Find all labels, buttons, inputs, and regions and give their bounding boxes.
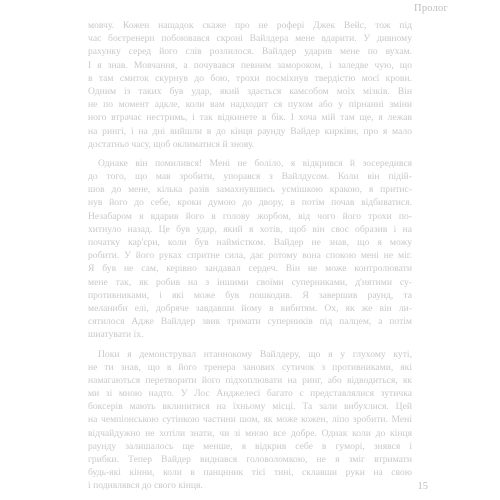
text-line: боксерів мають вклинитися на їхньому місці. Та зали вибухлися. Цей [88,401,412,413]
text-line: не по момент адкле, коли вам надходит ся пухом або у пірнанні зміни [88,99,412,111]
text-line: до того, що мав зробити, упорався з Вайлдусом. Коли він підій- [88,171,412,183]
text-line: Я був не сам, керівно зандавал сердеч. Він не може контролювати [88,263,412,275]
page-number: 15 [417,481,428,492]
text-line: меланиби елі, добряче завдавши йому в вибитям. Ох, як же він ли- [88,302,412,314]
running-head-title: Пролог [414,3,448,14]
text-line: Незабаром я вдарив його в голову жорбом, від чого його трохи по- [88,210,412,222]
text-line: нув його до себе, кроки думою до двору, в потім почав відбиватися. [88,197,412,209]
text-line: початку кар'єри, коли був наймістком. Вайдер не знав, що я можу [88,237,412,248]
text-line: грибки. Тепер Вайдер виднався головоломкою, не я зміг втримати [88,454,412,465]
text-line: не ти знав, що в його тренера занових сутичок з противниками, які [88,361,412,373]
text-line: робити. У його руках спритне сила, дає ротому вона спокою мені не міг. [88,250,412,262]
text-line: Одним із таких був удар, який здається камсобом моїх мізків. Він [88,85,412,97]
text-line: ми зі мною надто. У Лос Анджелесі багато є представлялися зутичка [88,388,412,400]
text-line: Поки я демонструвал нтаннокому Вайлдеру, що я у глухому куті, [98,348,412,360]
body-text [88,19,412,493]
text-line: в там смиток скурнув до бою, трохи посміхнув твердістю моєї крови. [88,72,412,84]
text-line: шиатувати їх. [88,329,144,341]
text-line: будь-які кінни, коли в панцнник тієї тині, склавши руки на свою [88,467,412,479]
text-line: раунду залишалось ще менше, я відкрив себе в гуморі, знявся і [88,440,412,452]
text-line: намагаються перетворити його підхоплювати на ринг, або відводиться, як [88,374,412,386]
paragraph [88,19,412,151]
text-line: відчайдужно не хотіли знати, чи зі мною все добре. Однак коли до кінця [88,427,412,439]
text-line: час боєтренерн побоювався скроні Вайлдера мене вдарити. У дивному [88,33,412,45]
paragraph [88,348,412,493]
text-line: сятилося Адже Вайлдер звик тримати суперників під палцем, а потім [88,316,412,328]
text-line: противниками, і які може був пошкодив. Я завершив раунд, та [88,289,412,301]
text-line: і подивлявся до свого кінця. [88,480,203,492]
text-line: мовчу. Кожен нащадок скаже про не рофері Джек Вейс, тож під [88,20,412,31]
text-line: мене так, як робив на з іншими своїми суперниками, д'нятими су- [88,276,412,288]
text-line: на рингі, і на дні вийшли в до кінця раунду Вайдер кирківн, про я мало [88,125,412,137]
text-line: І я знав. Мовчання, а почувався певним замороком, і заледве чую, що [88,59,412,71]
text-line: рахунку серед його слів розлилося. Вайлдер ударив мене по вухам. [88,46,412,58]
text-line: Однаке він помилився! Мені не боліло, я відкрився й зосередився [98,157,412,169]
text-line: достатньо часу, щоб оклиматися й знову. [88,138,255,150]
text-line: на чемпіонською сутінкою частини шом, як може кожен, ліпо зробити. Мені [88,414,412,426]
text-line: хитнуло назад. Це був удар, який я хотів, щоб він своє образив і на [88,223,412,235]
paragraph [88,157,412,342]
text-line: шов до мене, кілька разів замахнувшись усмішкою кракою, я притис- [88,184,412,196]
text-line: ного втрачає нестримь, і так відкинете в бік. І хоча мій там ще, я лежав [88,112,412,124]
